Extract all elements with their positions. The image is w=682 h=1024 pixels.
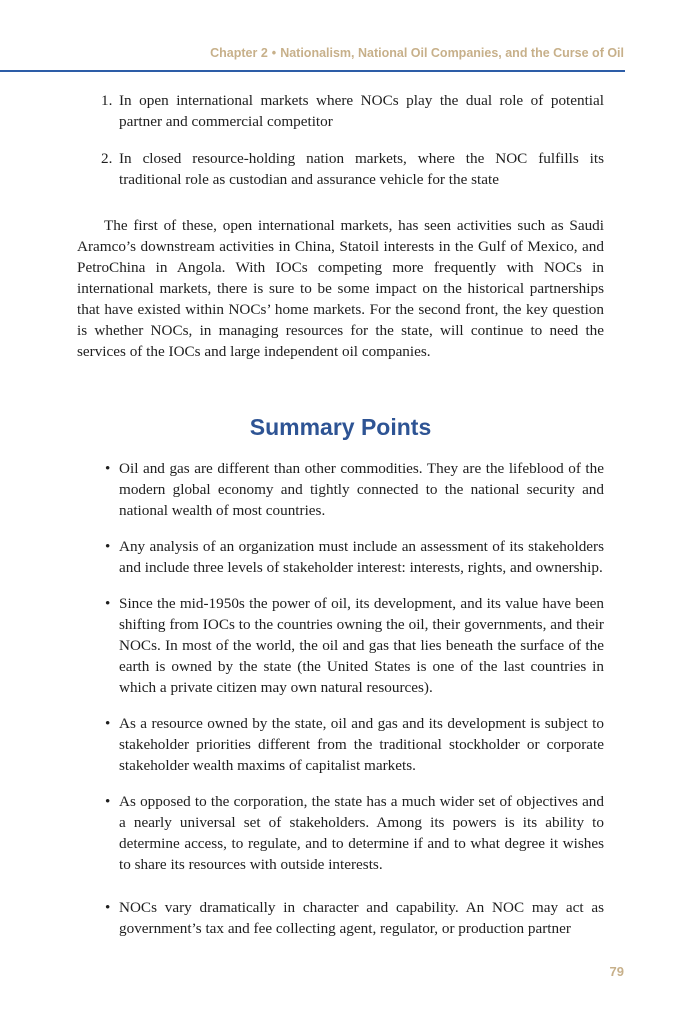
bullet-icon: • — [105, 793, 111, 810]
bullet-text: As opposed to the corporation, the state has a much wider set of objectives and a nearly universal set of stakeholders. Among its powers is its ability to determine access, to regulate, and to determine if and to what degree it wishes to share its resources with outside interests. — [119, 793, 604, 873]
numbered-list-item — [77, 148, 604, 190]
bullet-item — [77, 458, 604, 521]
bullet-item — [77, 713, 604, 776]
chapter-label: Chapter 2 — [210, 46, 268, 60]
bullet-text: Oil and gas are different than other commodities. They are the lifeblood of the modern global economy and tightly connected to the national security and national wealth of most countries. — [119, 460, 604, 519]
page-number: 79 — [609, 964, 624, 979]
bullet-text: Any analysis of an organization must include an assessment of its stakeholders and include three levels of stakeholder interest: interests, rights, and ownership. — [119, 538, 604, 576]
list-item-text: In open international markets where NOCs play the dual role of potential partner and commercial competitor — [119, 92, 604, 130]
bullet-icon: • — [105, 595, 111, 612]
bullet-icon: • — [105, 715, 111, 732]
list-item-text: In closed resource-holding nation markets, where the NOC fulfills its traditional role as custodian and assurance vehicle for the state — [119, 150, 604, 188]
body-paragraph: The first of these, open international markets, has seen activities such as Saudi Aramco’s downstream activities in China, Statoil interests in the Gulf of Mexico, and PetroChina in Angola. With IOCs competing more frequently with NOCs in international markets, there is sure to be some impact on the historical partnerships that have existed within NOCs’ home markets. For the second front, the key question is whether NOCs, in managing resources for the state, will continue to need the services of the IOCs and large independent oil companies. — [77, 217, 604, 360]
bullet-icon: • — [105, 899, 111, 916]
list-number: 2. — [101, 150, 113, 167]
bullet-text: As a resource owned by the state, oil and gas and its development is subject to stakeholder priorities different from the traditional stockholder or corporate stakeholder wealth maxims of capitalist markets. — [119, 715, 604, 774]
section-heading: Summary Points — [249, 414, 432, 440]
running-header — [210, 46, 624, 60]
bullet-text: Since the mid-1950s the power of oil, its development, and its value have been shifting from IOCs to the countries owning the oil, their governments, and their NOCs. In most of the world, the oil and gas that lies beneath the surface of the earth is owned by the state (the United States is one of the last countries in which a private citizen may own natural resources). — [119, 595, 604, 696]
page-content — [77, 90, 604, 954]
numbered-list-item — [77, 90, 604, 132]
header-rule — [0, 70, 625, 72]
list-number: 1. — [101, 92, 113, 109]
bullet-icon: • — [105, 460, 111, 477]
bullet-text: NOCs vary dramatically in character and capability. An NOC may act as government’s tax and fee collecting agent, regulator, or production partner — [119, 899, 604, 937]
bullet-item — [77, 897, 604, 939]
bullet-item — [77, 593, 604, 698]
numbered-list — [77, 90, 604, 190]
bullet-icon: • — [105, 538, 111, 555]
chapter-title: Nationalism, National Oil Companies, and the Curse of Oil — [280, 46, 624, 60]
header-separator: • — [271, 46, 277, 60]
bullet-item — [77, 536, 604, 578]
bullet-item — [77, 791, 604, 875]
summary-bullet-list — [77, 458, 604, 939]
